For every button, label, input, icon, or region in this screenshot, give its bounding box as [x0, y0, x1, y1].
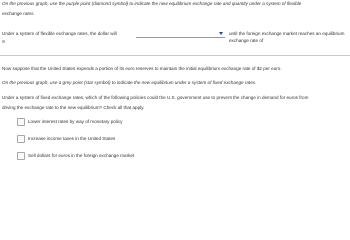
option-label: Sell dollars for euros in the foreign exchange market [28, 152, 135, 158]
graph-instruction-flexible-cont: exchange rates. [2, 11, 35, 16]
fixed-rate-question-line1: Under a system of fixed exchange rates, which of the following policies could the U.S. government use to prevent the change in demand for euros from [2, 95, 309, 100]
dollar-direction-dropdown[interactable] [136, 30, 225, 38]
scenario-text: Now suppose that the United States expends a portion of its euro reserves to maintain the initial equilibrium exchange rate of $2 per euro. [2, 66, 282, 71]
option-label: Increase income taxes in the United States [28, 135, 116, 141]
exchange-rate-dropdown-stub[interactable] [2, 40, 6, 44]
checkbox[interactable] [17, 135, 25, 143]
graph-instruction-flexible: On the previous graph, use the purple point (diamond symbol) to indicate the new equilibrium exchange rate and quantity under a system of flexible [2, 1, 302, 6]
checkbox[interactable] [17, 118, 25, 126]
graph-instruction-fixed: On the previous graph, use a grey point (star symbol) to indicate the new equilibrium under a system of fixed exchange rates. [2, 80, 257, 85]
section-divider [0, 55, 350, 56]
flexible-question-lead: Under a system of flexible exchange rates, the dollar will [2, 31, 117, 36]
fixed-rate-question-line2: driving the exchange rate to the new equilibrium? Check all that apply. [2, 105, 145, 110]
flexible-question-trail: until the foreign exchange market reaches an equilibrium exchange rate of [229, 31, 345, 43]
option-label: Lower interest rates by way of monetary policy [28, 118, 123, 124]
flexible-rate-question [2, 30, 346, 43]
chevron-down-icon [219, 32, 223, 35]
checkbox[interactable] [17, 152, 25, 160]
